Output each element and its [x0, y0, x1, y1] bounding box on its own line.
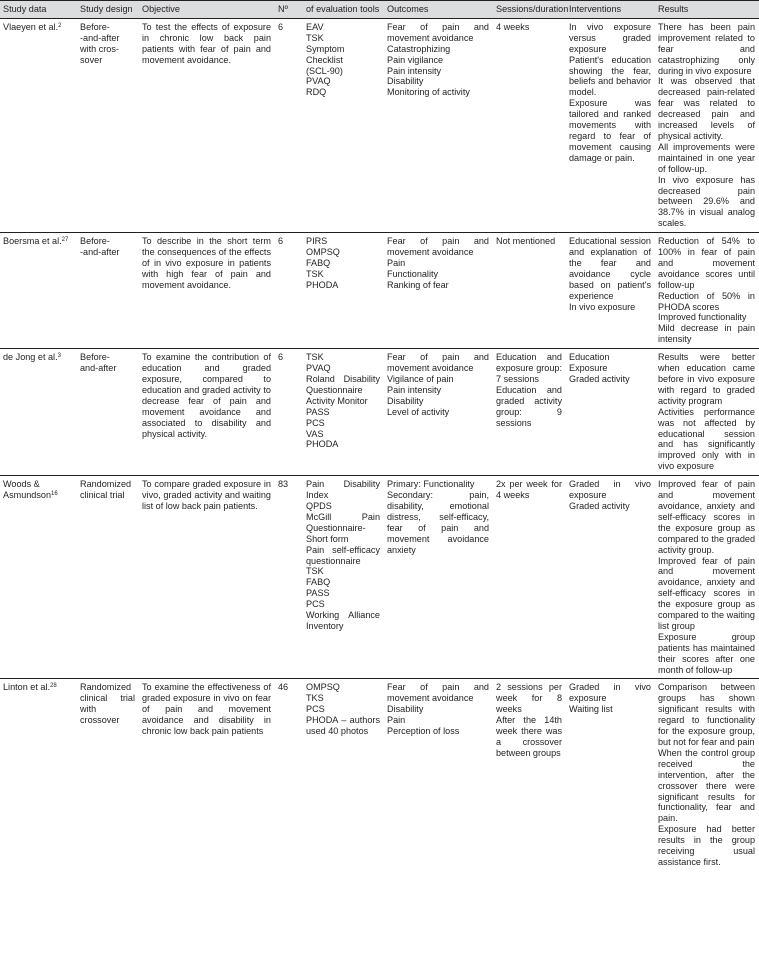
cell-line: Graded in vivo exposure [569, 682, 651, 704]
cell-line: Ranking of fear [387, 279, 449, 290]
header-study-design: Study design [77, 1, 139, 19]
cell-line: In vivo exposure [569, 301, 636, 312]
cell-outcomes [384, 476, 493, 679]
cell-value: 46 [278, 682, 289, 693]
cell-line: Functionality [387, 268, 439, 279]
cell-line: FABQ [306, 577, 331, 588]
cell-results [655, 476, 759, 679]
study-name: Woods & Asmundson [3, 479, 52, 501]
cell-objective [139, 679, 275, 871]
cell-line: PCS [306, 704, 325, 715]
cell-line: TSK [306, 268, 324, 279]
cell-line: After the 14th week there was a crossover between groups [496, 715, 562, 758]
cell-study [0, 233, 77, 349]
cell-interventions [566, 679, 655, 871]
cell-outcomes [384, 349, 493, 476]
cell-line: Pain Disability Index [306, 479, 380, 501]
table-row [0, 18, 759, 232]
cell-line: Education and exposure group: 7 sessions [496, 352, 562, 384]
cell-line: sover [80, 54, 103, 65]
cell-line: In vivo exposure versus graded exposure [569, 21, 651, 54]
cell-line: Pain vigilance [387, 54, 444, 65]
cell-outcomes [384, 679, 493, 871]
cell-line: -and-after [80, 32, 120, 43]
cell-design [77, 349, 139, 476]
cell-line: PVAQ [306, 76, 331, 87]
cell-objective [139, 349, 275, 476]
cell-line: RDQ [306, 87, 327, 98]
cell-line: To compare graded exposure in vivo, graded activity and waiting list of low back pain patients. [142, 479, 271, 511]
cell-objective [139, 18, 275, 232]
cell-line: Education and graded activity group: 9 sessions [496, 384, 562, 428]
cell-line: Graded in vivo exposure [569, 479, 651, 501]
cell-line: PCS [306, 599, 325, 610]
table-body [0, 18, 759, 870]
cell-results [655, 349, 759, 476]
cell-line: Exposure [569, 363, 608, 374]
header-study-data: Study data [0, 1, 77, 19]
study-reference: 28 [50, 683, 57, 690]
cell-tools [303, 349, 384, 476]
cell-line: Fear of pain and movement avoidance [387, 236, 489, 258]
cell-line: Patient's education showing the fear, beliefs and behavior model. [569, 54, 651, 98]
cell-tools [303, 476, 384, 679]
cell-study [0, 18, 77, 232]
cell-line: PHODA [306, 439, 339, 450]
header-interventions: Interventions [566, 1, 655, 19]
cell-n [275, 679, 303, 871]
cell-line: Mild decrease in pain intensity [658, 323, 755, 345]
cell-line: Disability [387, 704, 424, 715]
header-outcomes: Outcomes [384, 1, 493, 19]
cell-interventions [566, 233, 655, 349]
cell-line: Monitoring of activity [387, 87, 470, 98]
cell-line: OMPSQ [306, 682, 340, 693]
cell-objective [139, 476, 275, 679]
cell-results [655, 18, 759, 232]
cell-line: Symptom [306, 43, 345, 54]
cell-line: All improvements were maintained in one year of follow-up. [658, 141, 755, 174]
header-sessions-duration: Sessions/duration [493, 1, 566, 19]
cell-line: -and-after [80, 247, 120, 258]
cell-line: TSK [306, 32, 324, 43]
cell-line: Exposure had better results in the group receiving usual assistance first. [658, 824, 755, 867]
cell-value: 6 [278, 21, 284, 32]
cell-line: Vigilance of pain [387, 374, 454, 384]
cell-line: Pain intensity [387, 384, 442, 395]
cell-line: Pain intensity [387, 65, 442, 76]
cell-design [77, 476, 139, 679]
cell-line: TSK [306, 566, 324, 577]
cell-line: When the control group received the intervention, after the crossover there were significant results for functionality, fear and pain. [658, 747, 755, 824]
cell-line: Level of activity [387, 406, 450, 417]
cell-outcomes [384, 233, 493, 349]
table-row [0, 476, 759, 679]
cell-line: Checklist [306, 54, 343, 65]
table-row [0, 679, 759, 871]
cell-line: FABQ [306, 257, 331, 268]
cell-line: Education [569, 352, 610, 363]
cell-design [77, 679, 139, 871]
cell-line: Before- [80, 236, 110, 247]
header-row [0, 1, 759, 19]
cell-design [77, 233, 139, 349]
cell-line: 2 sessions per week for 8 weeks [496, 682, 562, 715]
header-number: Nº [275, 1, 303, 19]
cell-line: To test the effects of exposure in chronic low back pain patients with fear of pain and movement avoidance. [142, 21, 271, 65]
cell-line: Graded activity [569, 500, 630, 511]
study-reference: 16 [51, 491, 58, 498]
cell-study [0, 679, 77, 871]
cell-outcomes [384, 18, 493, 232]
cell-n [275, 18, 303, 232]
cell-line: OMPSQ [306, 247, 340, 258]
cell-line: Perception of loss [387, 726, 460, 737]
cell-tools [303, 679, 384, 871]
cell-value: 6 [278, 352, 284, 363]
cell-line: Activity Monitor [306, 395, 368, 406]
cell-line: Pain self-efficacy questionnaire [306, 544, 380, 566]
cell-line: There has been pain improvement related to fear and catastrophizing only during in vivo exposure [658, 21, 755, 76]
cell-line: PIRS [306, 236, 328, 247]
cell-sessions [493, 679, 566, 871]
cell-interventions [566, 18, 655, 232]
cell-line: Catastrophizing [387, 43, 451, 54]
cell-line: 2x per week for 4 weeks [496, 479, 562, 501]
cell-line: Comparison between groups has shown significant results with regard to functionality for the exposure group, but not for fear and pain [658, 682, 755, 747]
cell-sessions [493, 349, 566, 476]
study-reference: 2 [58, 22, 62, 29]
cell-sessions [493, 233, 566, 349]
cell-line: Working Alliance Inventory [306, 610, 380, 631]
cell-tools [303, 233, 384, 349]
cell-line: Not mentioned [496, 236, 556, 247]
header-objective: Objective [139, 1, 275, 19]
cell-tools [303, 18, 384, 232]
study-reference: 27 [61, 237, 69, 244]
cell-study [0, 476, 77, 679]
cell-line: Pain [387, 715, 406, 726]
cell-line: Improved functionality [658, 312, 747, 323]
cell-line: Reduction of 50% in PHODA scores [658, 290, 755, 312]
cell-line: McGill Pain Questionnaire- Short form [306, 511, 380, 544]
cell-value: 83 [278, 479, 289, 490]
cell-line: Improved fear of pain and movement avoidance, anxiety and self-efficacy scores in the exposure group as compared to the waiting list group [658, 555, 755, 631]
cell-line: Pain [387, 257, 406, 268]
cell-line: Reduction of 54% to 100% in fear of pain and movement avoidance scores until follow-up [658, 236, 755, 290]
table-row [0, 233, 759, 349]
cell-line: Results were better when education came before in vivo exposure with regard to graded activity program [658, 352, 755, 406]
cell-objective [139, 233, 275, 349]
cell-line: Secondary: pain, disability, emotional distress, self-efficacy, fear of pain and movement avoidance anxiety [387, 490, 489, 555]
cell-line: Disability [387, 395, 424, 406]
cell-line: PHODA [306, 279, 339, 290]
table-row [0, 349, 759, 476]
cell-line: It was observed that decreased pain-related fear was related to decreased pain and increased levels of physical activity. [658, 76, 755, 141]
cell-sessions [493, 476, 566, 679]
cell-interventions [566, 476, 655, 679]
cell-line: TKS [306, 693, 324, 704]
header-results: Results [655, 1, 759, 19]
cell-line: Randomized clinical trial [80, 479, 132, 501]
cell-line: with cros- [80, 43, 119, 54]
cell-line: Graded activity [569, 374, 630, 384]
cell-line: Activities performance was not affected by educational session and has significantly improved only with in vivo exposure [658, 406, 755, 472]
cell-line: Disability [387, 76, 424, 87]
cell-line: To describe in the short term the consequences of the effects of in vivo exposure in patients with high fear of pain and movement avoidance. [142, 236, 271, 290]
cell-line: Primary: Functionality [387, 479, 475, 490]
cell-line: Educational session and explanation of the fear and avoidance cycle based on patient's experience [569, 236, 651, 301]
cell-design [77, 18, 139, 232]
cell-line: Exposure group patients has maintained their scores after one month of follow-up [658, 631, 755, 675]
cell-interventions [566, 349, 655, 476]
cell-line: Improved fear of pain and movement avoidance, anxiety and self-efficacy scores in the exposure group as compared to the graded activity group. [658, 479, 755, 555]
cell-line: To examine the contribution of education and graded exposure, compared to education and graded activity to decrease fear of pain and movement avoidance and associated to disability and physical activity. [142, 352, 271, 439]
cell-line: QPDS [306, 500, 332, 511]
cell-line: Exposure was tailored and ranked movements with regard to fear of movement causing damage or pain. [569, 98, 651, 163]
cell-line: Fear of pain and movement avoidance [387, 21, 489, 43]
cell-line: EAV [306, 21, 324, 32]
cell-line: Fear of pain and movement avoidance [387, 352, 489, 374]
cell-study [0, 349, 77, 476]
study-name: Linton et al. [3, 682, 51, 693]
cell-results [655, 233, 759, 349]
cell-sessions [493, 18, 566, 232]
cell-line: Waiting list [569, 704, 613, 715]
cell-line: VAS [306, 428, 324, 439]
cell-line: 4 weeks [496, 21, 530, 32]
cell-n [275, 476, 303, 679]
study-reference: 3 [57, 353, 61, 360]
cell-n [275, 349, 303, 476]
study-name: Boersma et al. [3, 236, 62, 247]
cell-line: PHODA – authors used 40 photos [306, 715, 380, 737]
cell-line: PCS [306, 417, 325, 428]
cell-line: In vivo exposure has decreased pain between 29.6% and 38.7% in visual analog scales. [658, 174, 755, 229]
cell-value: 6 [278, 236, 284, 247]
cell-line: Before- [80, 352, 110, 363]
cell-line: PVAQ [306, 363, 331, 374]
cell-line: (SCL-90) [306, 65, 343, 76]
cell-line: TSK [306, 352, 324, 363]
study-name: Vlaeyen et al. [3, 21, 59, 32]
cell-line: Roland Disability Questionnaire [306, 374, 380, 395]
cell-line: To examine the effectiveness of graded exposure in vivo on fear of pain and movement avoidance and disability in chronic low back pain patients [142, 682, 271, 737]
cell-line: PASS [306, 588, 330, 599]
cell-line: and-after [80, 363, 117, 374]
study-name: de Jong et al. [3, 352, 58, 363]
cell-line: Fear of pain and movement avoidance [387, 682, 489, 704]
cell-results [655, 679, 759, 871]
cell-n [275, 233, 303, 349]
header-evaluation-tools: of evaluation tools [303, 1, 384, 19]
cell-line: PASS [306, 406, 330, 417]
cell-line: Randomized clinical trial with crossover [80, 682, 135, 726]
cell-line: Before- [80, 21, 110, 32]
